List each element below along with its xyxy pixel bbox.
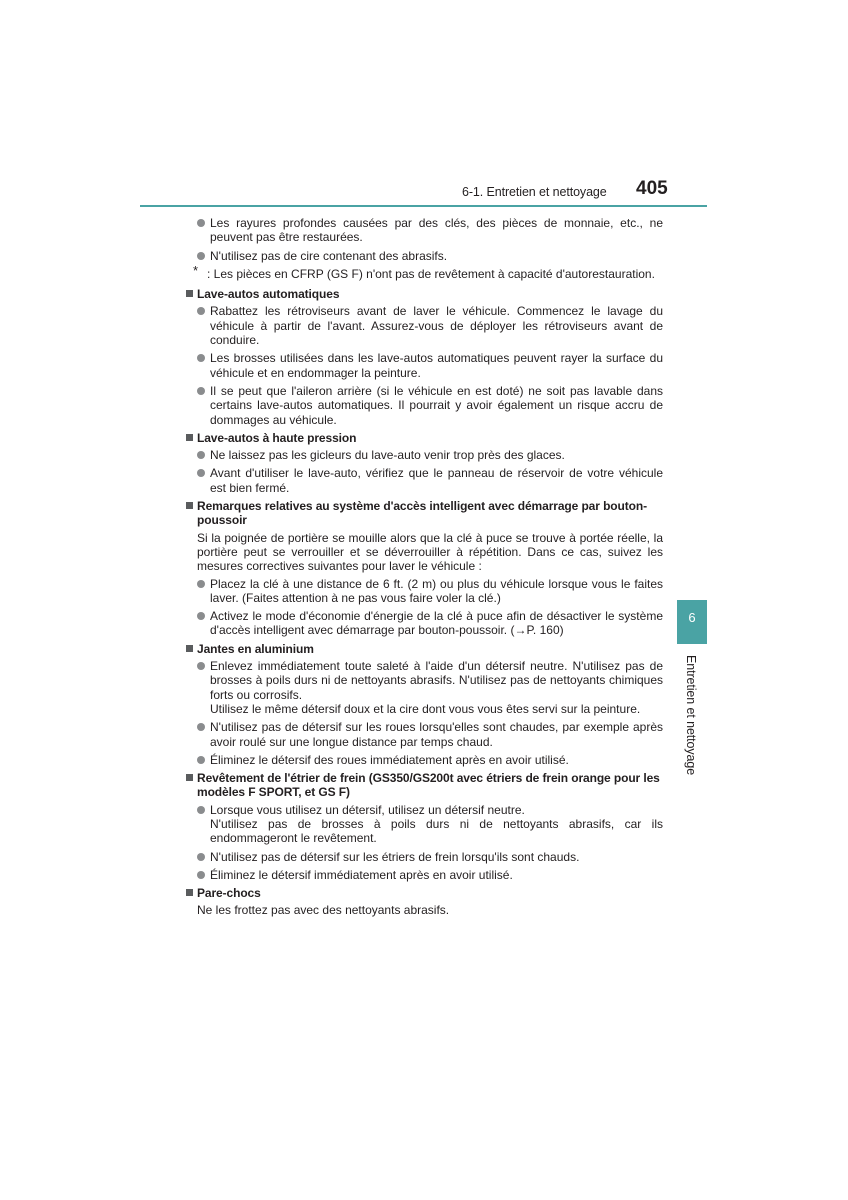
list-item: [185, 868, 663, 882]
bullet-text: Il se peut que l'aileron arrière (si le véhicule en est doté) ne soit pas lavable dans certains lave-autos automatiques. Il pourrait y avoir également un risque accru de dommages au véhicule.: [210, 383, 663, 427]
list-item: [185, 850, 663, 864]
footnote-text: : Les pièces en CFRP (GS F) n'ont pas de revêtement à capacité d'autorestauration.: [207, 266, 655, 281]
bullet-text: Éliminez le détersif des roues immédiatement après en avoir utilisé.: [210, 752, 569, 767]
square-bullet-icon: [186, 502, 193, 509]
list-item: [185, 304, 663, 347]
list-item: [185, 448, 663, 462]
section-title: Lave-autos automatiques: [197, 287, 340, 302]
bullet-text: Avant d'utiliser le lave-auto, vérifiez que le panneau de réservoir de votre véhicule est bien fermé.: [210, 466, 663, 495]
bullet-dot-icon: [197, 723, 205, 731]
bullet-text: Ne laissez pas les gicleurs du lave-auto venir trop près des glaces.: [210, 448, 565, 463]
bullet-dot-icon: [197, 662, 205, 670]
bullet-dot-icon: [197, 387, 205, 395]
bullet-text: N'utilisez pas de cire contenant des abrasifs.: [210, 248, 448, 263]
header-divider: [140, 205, 707, 207]
list-item: [185, 351, 663, 380]
section-title: Lave-autos à haute pression: [197, 430, 357, 445]
bullet-text: Éliminez le détersif immédiatement après en avoir utilisé.: [210, 867, 513, 882]
bullet-dot-icon: [197, 871, 205, 879]
section-heading: [185, 431, 663, 445]
bullet-text: Rabattez les rétroviseurs avant de laver le véhicule. Commencez le lavage du véhicule à partir de l'avant. Assurez-vous de déployer les rétroviseurs avant de conduire.: [210, 304, 663, 348]
bullet-dot-icon: [197, 451, 205, 459]
bullet-text: Enlevez immédiatement toute saleté à l'aide d'un détersif neutre. N'utilisez pas de brosses à poils durs ni de nettoyants abrasifs. N'utilisez pas de nettoyants chimiques forts ou corrosifs.: [210, 659, 663, 702]
bullet-text: Les rayures profondes causées par des clés, des pièces de monnaie, etc., ne peuvent pas être restaurées.: [210, 216, 663, 245]
bullet-dot-icon: [197, 756, 205, 764]
bullet-dot-icon: [197, 806, 205, 814]
section-title: Revêtement de l'étrier de frein (GS350/GS200t avec étriers de frein orange pour les modèles F SPORT, et GS F): [197, 771, 660, 800]
list-item: [185, 720, 663, 749]
list-item: [185, 249, 663, 263]
list-item: [185, 577, 663, 606]
bullet-text: N'utilisez pas de détersif sur les étriers de frein lorsqu'ils sont chauds.: [210, 849, 580, 864]
list-item: [185, 384, 663, 427]
section-paragraph: Si la poignée de portière se mouille alors que la clé à puce se trouve à portée réelle, la portière peut se verrouiller et se déverrouiller à répétition. Dans ce cas, suivez les mesures correctives suivantes pour laver le véhicule :: [197, 530, 663, 574]
chapter-label: Entretien et nettoyage: [684, 655, 698, 776]
list-item: [185, 609, 663, 638]
bullet-text: Lorsque vous utilisez un détersif, utilisez un détersif neutre.: [210, 802, 525, 817]
list-item: [185, 753, 663, 767]
section-title: Pare-chocs: [197, 886, 261, 901]
bullet-text: N'utilisez pas de détersif sur les roues lorsqu'elles sont chaudes, par exemple après avoir roulé sur une longue distance par temps chaud.: [210, 720, 663, 749]
bullet-dot-icon: [197, 307, 205, 315]
section-paragraph: Ne les frottez pas avec des nettoyants abrasifs.: [197, 903, 450, 918]
bullet-text: Placez la clé à une distance de 6 ft. (2 m) ou plus du véhicule lorsque vous le faites laver. (Faites attention à ne pas vous faire voler la clé.): [210, 576, 663, 605]
bullet-dot-icon: [197, 580, 205, 588]
page-body: [185, 216, 663, 921]
bullet-dot-icon: [197, 354, 205, 362]
section-heading: [185, 771, 663, 800]
bullet-dot-icon: [197, 219, 205, 227]
section-heading: [185, 287, 663, 301]
footnote: [185, 262, 663, 281]
bullet-extra-text: N'utilisez pas de brosses à poils durs ni de nettoyants abrasifs, car ils endommageront le revêtement.: [210, 816, 663, 846]
list-item: [185, 803, 663, 846]
bullet-extra-text: Utilisez le même détersif doux et la cire dont vous vous êtes servi sur la peinture.: [210, 701, 641, 716]
section-header-title: 6-1. Entretien et nettoyage: [462, 185, 607, 199]
list-item: [185, 216, 663, 245]
square-bullet-icon: [186, 774, 193, 781]
section-heading: [185, 642, 663, 656]
bullet-text: Activez le mode d'économie d'énergie de la clé à puce afin de désactiver le système d'accès intelligent avec démarrage par bouton-poussoir. (→P. 160): [210, 609, 663, 638]
list-item: [185, 659, 663, 716]
chapter-tab: 6: [677, 600, 707, 644]
footnote-marker: *: [193, 262, 199, 278]
section-title: Remarques relatives au système d'accès intelligent avec démarrage par bouton-poussoir: [197, 499, 648, 528]
page-number: 405: [636, 178, 668, 199]
square-bullet-icon: [186, 889, 193, 896]
section-heading: [185, 499, 663, 528]
bullet-text: Les brosses utilisées dans les lave-autos automatiques peuvent rayer la surface du véhicule et en endommager la peinture.: [210, 351, 663, 380]
bullet-dot-icon: [197, 252, 205, 260]
bullet-dot-icon: [197, 469, 205, 477]
square-bullet-icon: [186, 645, 193, 652]
list-item: [185, 466, 663, 495]
square-bullet-icon: [186, 290, 193, 297]
section-heading: [185, 886, 663, 900]
section-title: Jantes en aluminium: [197, 641, 314, 656]
bullet-dot-icon: [197, 612, 205, 620]
square-bullet-icon: [186, 434, 193, 441]
bullet-dot-icon: [197, 853, 205, 861]
